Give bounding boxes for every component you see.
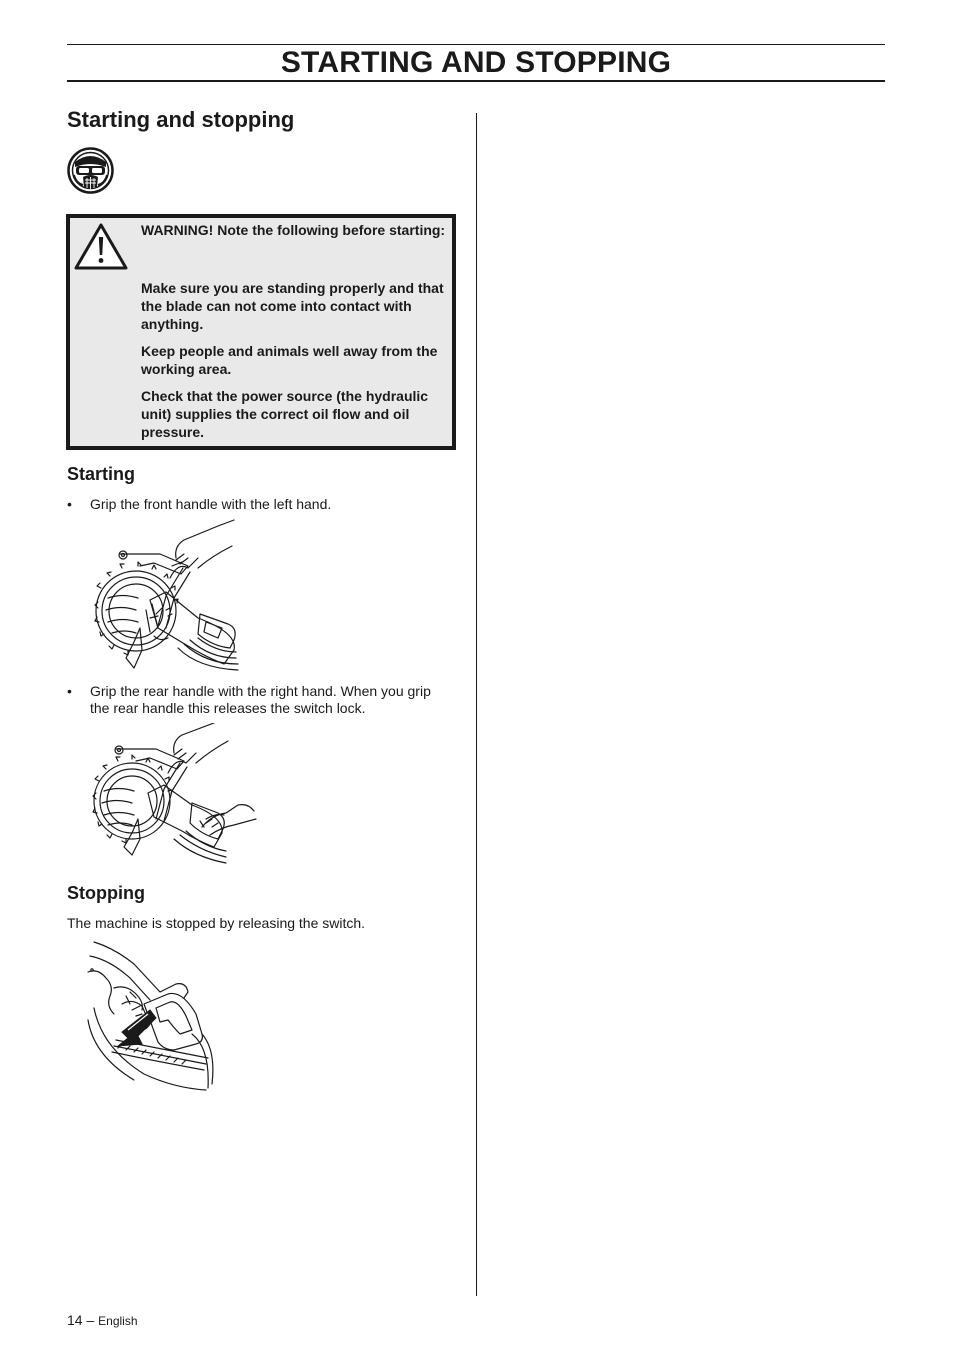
footer-separator: – <box>86 1312 95 1328</box>
starting-step-1: Grip the front handle with the left hand. <box>90 496 332 512</box>
starting-heading: Starting <box>67 464 136 484</box>
column-divider <box>476 113 477 1296</box>
page-number: 14 <box>67 1312 83 1328</box>
warning-heading: WARNING! Note the following before starting: <box>141 222 446 238</box>
footer-language: English <box>98 1314 138 1328</box>
starting-step-2-line-1: Grip the rear handle with the right hand. When you grip <box>90 683 431 699</box>
warning-item: Check that the power source (the hydraulic unit) supplies the correct oil flow and oil pressure. <box>141 388 429 440</box>
bullet-marker: • <box>67 496 72 512</box>
stopping-heading: Stopping <box>67 883 145 903</box>
starting-step-2-line-2: the rear handle this releases the switch lock. <box>90 700 366 716</box>
title-rule-bottom <box>67 80 885 82</box>
page-title: STARTING AND STOPPING <box>280 46 672 79</box>
front-handle-grip-illustration <box>88 518 240 673</box>
warning-item: Keep people and animals well away from the working area. <box>141 343 438 377</box>
section-title: Starting and stopping <box>67 107 295 132</box>
protective-equipment-icon <box>67 147 114 194</box>
warning-triangle-icon <box>73 222 129 270</box>
footer <box>67 1311 138 1330</box>
stopping-text: The machine is stopped by releasing the switch. <box>67 915 366 931</box>
warning-item: Make sure you are standing properly and that the blade can not come into contact with anything. <box>141 280 444 332</box>
rear-handle-grip-illustration <box>88 723 258 871</box>
bullet-marker: • <box>67 683 72 699</box>
switch-release-illustration <box>84 938 216 1094</box>
